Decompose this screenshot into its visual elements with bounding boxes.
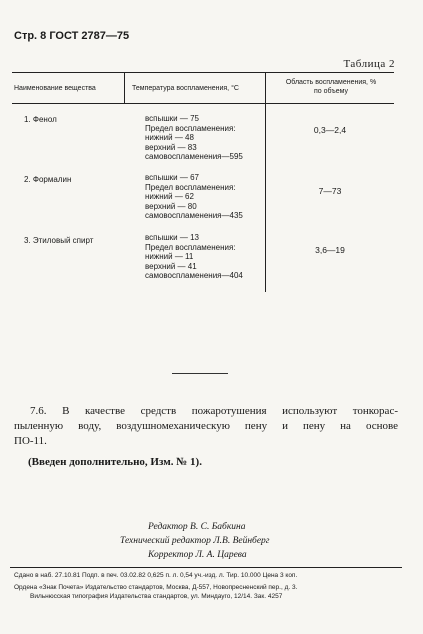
imprint-line-1: Сдано в наб. 27.10.81 Подп. в печ. 03.02.82 0,625 п. л. 0,54 уч.-изд. л. Тир. 10.000 Цена 3 коп. (14, 572, 298, 579)
tech-editor-credit: Технический редактор Л.В. Вейнберг (120, 536, 270, 546)
row-2-temperature: вспышки — 67 Предел воспламенения: нижний — 62 верхний — 80 самовоспламенения—435 (145, 173, 243, 220)
footer-rule (10, 567, 402, 568)
row-3-temperature: вспышки — 13 Предел воспламенения: нижний — 11 верхний — 41 самовоспламенения—404 (145, 233, 243, 280)
row-1-area: 0,3—2,4 (313, 125, 347, 135)
header-area-line2: по объему (314, 88, 348, 95)
table-header-rule (12, 103, 394, 104)
header-temperature: Температура воспламенения, °С (132, 85, 239, 92)
table-divider-2 (265, 72, 266, 292)
paragraph-7-6-line2: пыленную воду, воздушномеханическую пену и пену на основе (14, 420, 398, 432)
row-2-area: 7—73 (318, 186, 342, 196)
row-1-name: 1. Фенол (24, 115, 57, 124)
amendment-note: (Введен дополнительно, Изм. № 1). (28, 456, 202, 468)
row-3-area: 3,6—19 (315, 245, 345, 255)
editor-credit: Редактор В. С. Бабкина (148, 522, 246, 532)
page-header: Стр. 8 ГОСТ 2787—75 (14, 30, 130, 42)
header-area (268, 78, 394, 96)
row-3-name: 3. Этиловый спирт (24, 236, 94, 245)
paragraph-7-6-line3: ПО-11. (14, 435, 47, 447)
corrector-credit: Корректор Л. А. Царева (148, 550, 247, 560)
table-top-rule (12, 72, 394, 73)
row-2-name: 2. Формалин (24, 175, 72, 184)
header-area-line1: Область воспламенения, % (285, 79, 377, 86)
paragraph-7-6-line1: 7.6. В качестве средств пожаротушения используют тонкорас- (30, 405, 398, 417)
separator-line (172, 373, 228, 374)
table-divider-1 (124, 72, 125, 103)
header-name: Наименование вещества (14, 85, 96, 92)
row-1-temperature: вспышки — 75 Предел воспламенения: нижний — 48 верхний — 83 самовоспламенения—595 (145, 114, 243, 161)
table-title: Таблица 2 (343, 58, 395, 70)
imprint-line-3: Вильнюсская типография Издательства стандартов, ул. Миндауго, 12/14. Зак. 4257 (30, 593, 283, 600)
imprint-line-2: Ордена «Знак Почета» Издательство стандартов, Москва, Д-557, Новопресненский пер., д. 3. (14, 584, 298, 591)
